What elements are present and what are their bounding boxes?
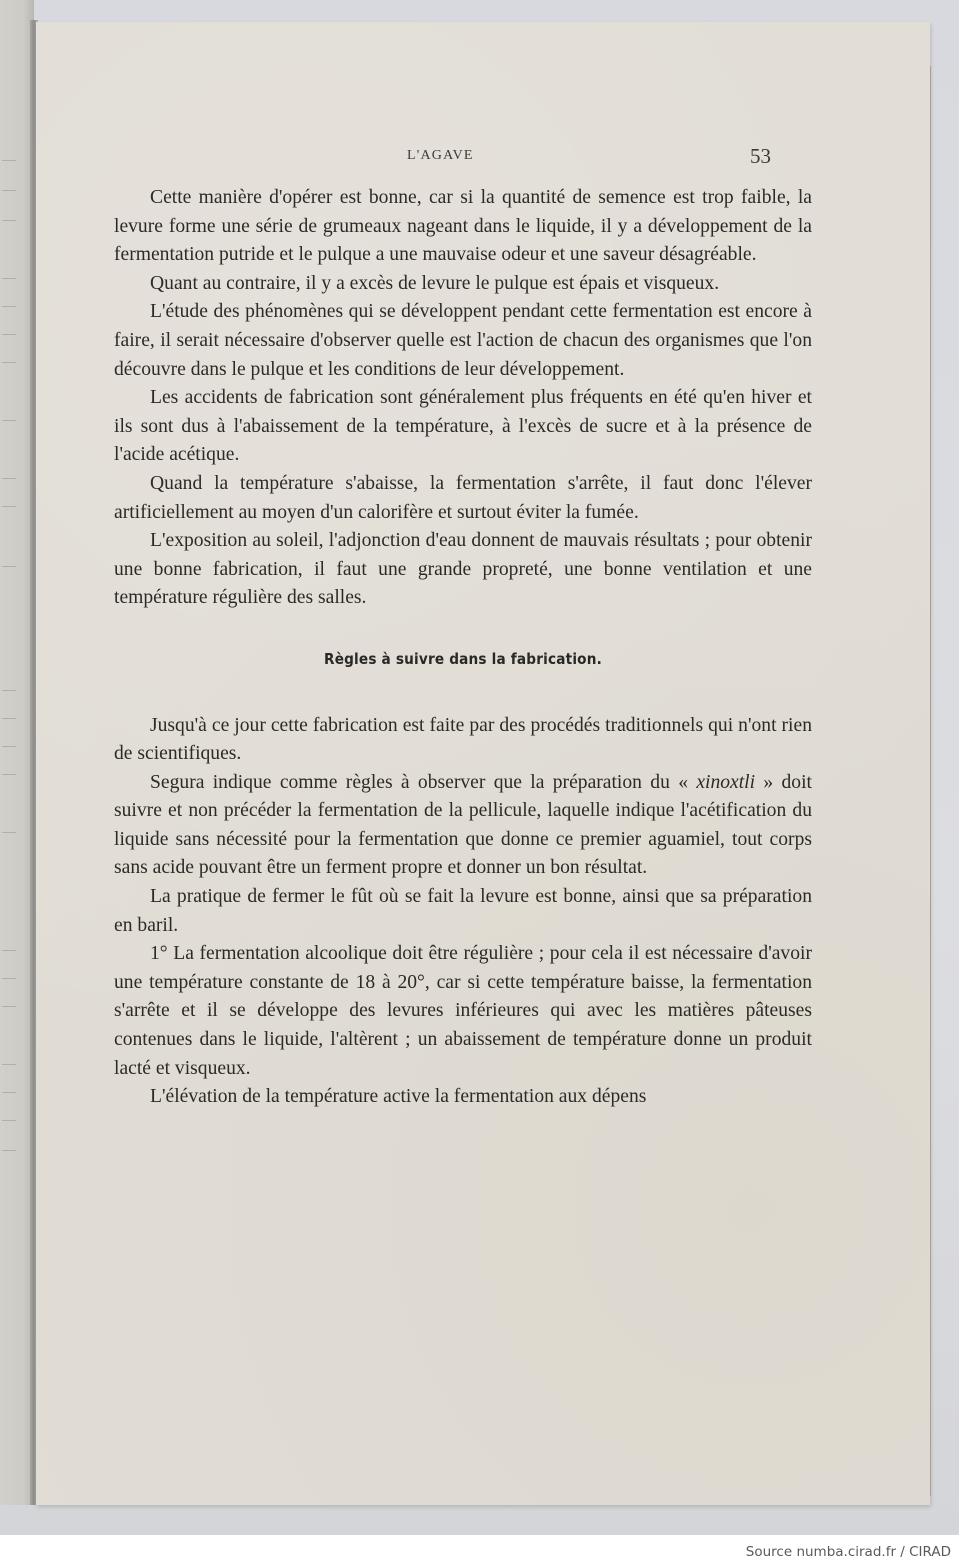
page-body: [114, 184, 812, 1112]
paragraph: Quand la température s'abaisse, la fermentation s'arrête, il faut donc l'élever artificiellement au moyen d'un calorifère et surtout éviter la fumée.: [114, 472, 812, 523]
paragraph: 1° La fermentation alcoolique doit être régulière ; pour cela il est nécessaire d'avoir une température constante de 18 à 20°, car si cette température baisse, la fermentation s'arrête et il se développe des levures inférieures qui avec les matières pâteuses contenues dans le liquide, l'altèrent ; un abaissement de température donne un produit lacté et visqueux.: [114, 943, 812, 1079]
paragraph: La pratique de fermer le fût où se fait la levure est bonne, ainsi que sa préparation en baril.: [114, 886, 812, 936]
paragraph: Les accidents de fabrication sont généralement plus fréquents en été qu'en hiver et ils sont dus à l'abaissement de la température, à l'excès de sucre et à la présence de l'acide acétique.: [114, 387, 812, 466]
paragraph: L'exposition au soleil, l'adjonction d'eau donnent de mauvais résultats ; pour obtenir une bonne fabrication, il faut une grande propreté, une bonne ventilation et une température régulière des salles.: [114, 530, 812, 609]
section-heading: Règles à suivre dans la fabrication.: [324, 649, 602, 668]
italic-term: xinoxtli: [696, 771, 756, 793]
previous-page-edge: [0, 0, 34, 1505]
paragraph: Quant au contraire, il y a excès de levure le pulque est épais et visqueux.: [150, 272, 720, 294]
book-page: [36, 22, 930, 1505]
paragraph-segura: [114, 769, 812, 883]
running-header: [36, 144, 930, 168]
paragraph-tail: » doit suivre et non précéder la fermentation de la pellicule, laquelle indique l'acétification du liquide sans nécessité pour la fermentation que donne ce premier aguamiel, tout corps sans acide pouvant être un ferment propre et donner un bon résultat.: [114, 771, 812, 879]
running-title: L'AGAVE: [407, 148, 474, 163]
paragraph-lead: Segura indique comme règles à observer que la préparation du «: [150, 771, 697, 793]
paragraph: Cette manière d'opérer est bonne, car si la quantité de semence est trop faible, la levure forme une série de grumeaux nageant dans le liquide, il y a développement de la fermentation putride et le pulque a une mauvaise odeur et une saveur désagréable.: [114, 187, 812, 266]
page-number: 53: [750, 144, 771, 168]
paragraph: L'élévation de la température active la fermentation aux dépens: [150, 1086, 647, 1108]
source-credit: Source numba.cirad.fr / CIRAD: [745, 1544, 951, 1560]
paragraph: Jusqu'à ce jour cette fabrication est faite par des procédés traditionnels qui n'ont rien de scientifiques.: [114, 714, 812, 765]
paragraph: L'étude des phénomènes qui se développent pendant cette fermentation est encore à faire, il serait nécessaire d'observer quelle est l'action de chacun des organismes que l'on découvre dans le pulque et les conditions de leur développement.: [114, 301, 812, 380]
footer: [0, 1535, 959, 1566]
